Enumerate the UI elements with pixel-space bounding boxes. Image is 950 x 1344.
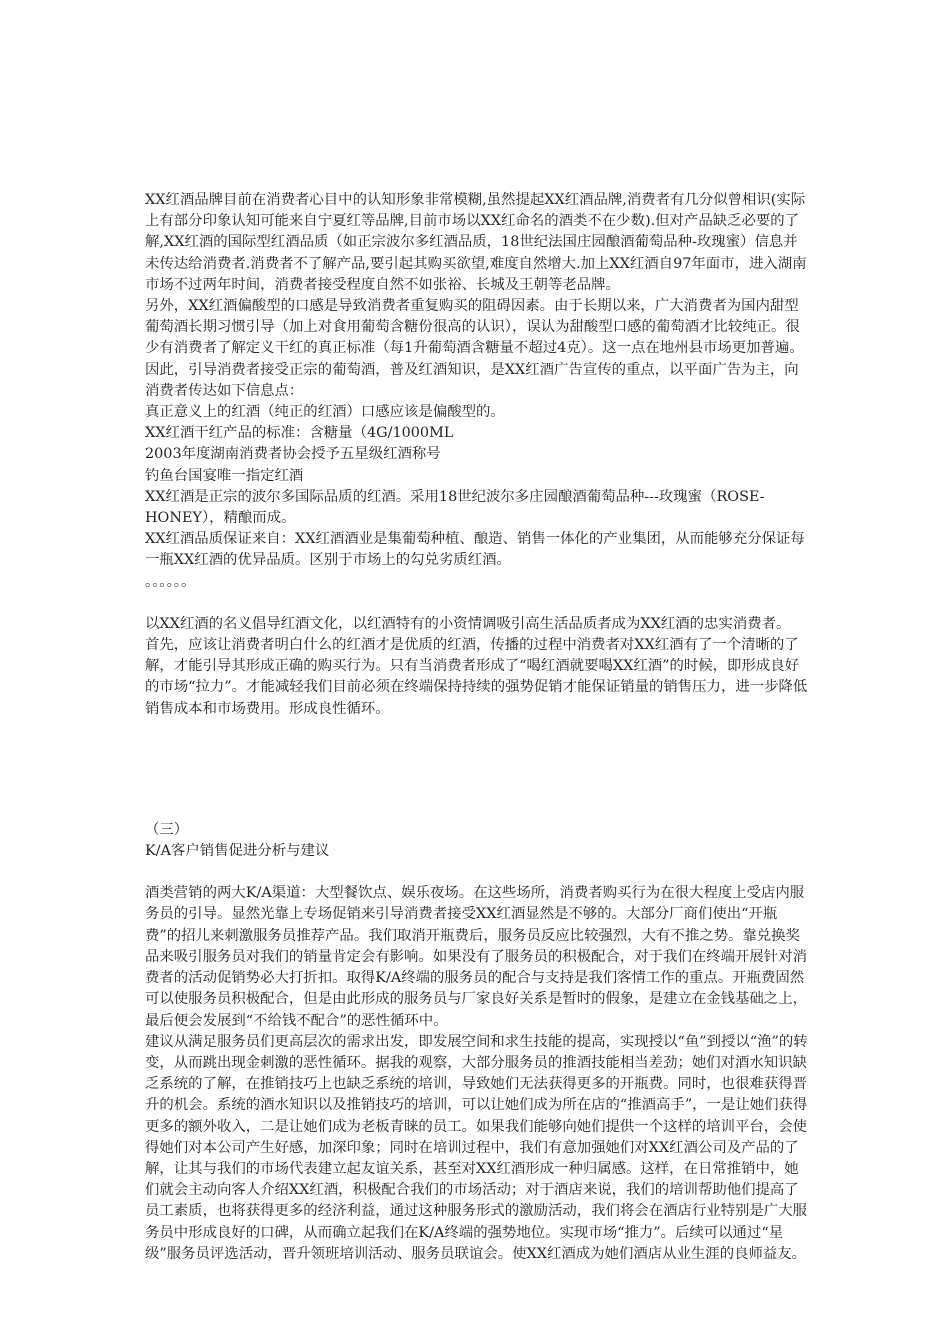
paragraph-culture: 以XX红酒的名义倡导红酒文化，以红酒特有的小资情调吸引高生活品质者成为XX红酒的忠实消费者。 — [145, 615, 791, 632]
section-title: K/A客户销售促进分析与建议 — [145, 843, 330, 860]
spacer — [145, 862, 810, 883]
document-body — [145, 190, 810, 1265]
info-point-5: XX红酒是正宗的波尔多国际品质的红酒。采用18世纪波尔多庄园酿酒葡萄品种---玫瑰蜜（ROSE-HONEY），精酿而成。 — [145, 488, 765, 527]
ellipsis-line: 。。。。。。 — [145, 573, 196, 590]
paragraph-acidity: 另外，XX红酒偏酸型的口感是导致消费者重复购买的阻碍因素。由于长期以来，广大消费者为国内甜型葡萄酒长期习惯引导（加上对食用葡萄含糖份很高的认识），误认为甜酸型口感的葡萄酒才比较纯正。很少有消费者了解定义干红的真正标准（每1升葡萄酒含糖量不超过4克）。这一点在地州县市场更加普遍。 — [145, 298, 804, 357]
paragraph-ad-focus: 因此，引导消费者接受正宗的葡萄酒，普及红酒知识，是XX红酒广告宣传的重点，以平面广告为主，向消费者传达如下信息点： — [145, 361, 799, 399]
paragraph-ka-suggestion: 建议从满足服务员们更高层次的需求出发，即发展空间和求生技能的提高，实现授以“鱼”到授以“渔”的转变，从而跳出现金刺激的恶性循环。据我的观察，大部分服务员的推酒技能相当差劲；她们对酒水知识缺乏系统的了解，在推销技巧上也缺乏系统的培训，导致她们无法获得更多的开瓶费。同时，也很难获得晋升的机会。系统的酒水知识以及推销技巧的培训，可以让她们成为所在店的“推酒高手”，一是让她们获得更多的额外收入，二是让她们成为老板青睐的员工。如果我们能够向她们提供一个这样的培训平台，会使得她们对本公司产生好感，加深印象；同时在培训过程中，我们有意加强她们对XX红酒公司及产品的了解，让其与我们的市场代表建立起友谊关系，甚至对XX红酒形成一种归属感。这样，在日常推销中，她们就会主动向客人介绍XX红酒，积极配合我们的市场活动；对于酒店来说，我们的培训帮助他们提高了员工素质，也将获得更多的经济利益，通过这种服务形式的激励活动，我们将会在酒店行业特别是广大服务员中形成良好的口碑，从而确立起我们在K/A终端的强势地位。实现市场“推力”。后续可以通过“星级”服务员评选活动，晋升领班培训活动、服务员联谊会。使XX红酒成为她们酒店从业生涯的良师益友。 — [145, 1033, 808, 1262]
paragraph-ka-channels: 酒类营销的两大K/A渠道：大型餐饮点、娱乐夜场。在这些场所，消费者购买行为在很大程度上受店内服务员的引导。显然光靠上专场促销来引导消费者接受XX红酒显然是不够的。大部分厂商们使出“开瓶费”的招儿来刺激服务员推荐产品。我们取消开瓶费后，服务员反应比较强烈，大有不推之势。靠兑换奖品来吸引服务员对我们的销量肯定会有影响。如果没有了服务员的积极配合，对于我们在终端开展针对消费者的活动促销势必大打折扣。取得K/A终端的服务员的配合与支持是我们客情工作的重点。开瓶费固然可以使服务员积极配合，但是由此形成的服务员与厂家良好关系是暂时的假象，是建立在金钱基础之上，最后便会发展到“不给钱不配合”的恶性循环中。 — [145, 885, 807, 1029]
info-point-6: XX红酒品质保证来自：XX红酒酒业是集葡萄种植、酿造、销售一体化的产业集团，从而能够充分保证每一瓶XX红酒的优异品质。区别于市场上的勾兑劣质红酒。 — [145, 531, 805, 569]
info-point-1: 真正意义上的红酒（纯正的红酒）口感应该是偏酸型的。 — [145, 404, 505, 421]
info-point-3: 2003年度湖南消费者协会授予五星级红酒称号 — [145, 446, 441, 463]
spacer — [145, 593, 810, 614]
section-label: （三） — [145, 821, 189, 838]
info-point-4: 钓鱼台国宴唯一指定红酒 — [145, 467, 304, 484]
spacer — [145, 720, 810, 820]
info-point-2: XX红酒干红产品的标准：含糖量（4G/1000ML — [145, 425, 454, 442]
paragraph-education: 首先，应该让消费者明白什么的红酒才是优质的红酒，传播的过程中消费者对XX红酒有了一个清晰的了解，才能引导其形成正确的购买行为。只有当消费者形成了“喝红酒就要喝XX红酒”的时候，即形成良好的市场“拉力”。才能减轻我们目前必须在终端保持持续的强势促销才能保证销量的销售压力，进一步降低销售成本和市场费用。形成良性循环。 — [145, 637, 808, 717]
paragraph-brand-perception: XX红酒品牌目前在消费者心目中的认知形象非常模糊,虽然提起XX红酒品牌,消费者有几分似曾相识(实际上有部分印象认知可能来自宁夏红等品牌,目前市场以XX红命名的酒类不在少数).但对产品缺乏必要的了解,XX红酒的国际型红酒品质（如正宗波尔多红酒品质，18世纪法国庄园酿酒葡萄品种-玫瑰蜜）信息并未传达给消费者.消费者不了解产品,要引起其购买欲望,难度自然增大.加上XX红酒自97年面市，进入湖南市场不过两年时间，消费者接受程度自然不如张裕、长城及王朝等老品牌。 — [145, 192, 807, 293]
